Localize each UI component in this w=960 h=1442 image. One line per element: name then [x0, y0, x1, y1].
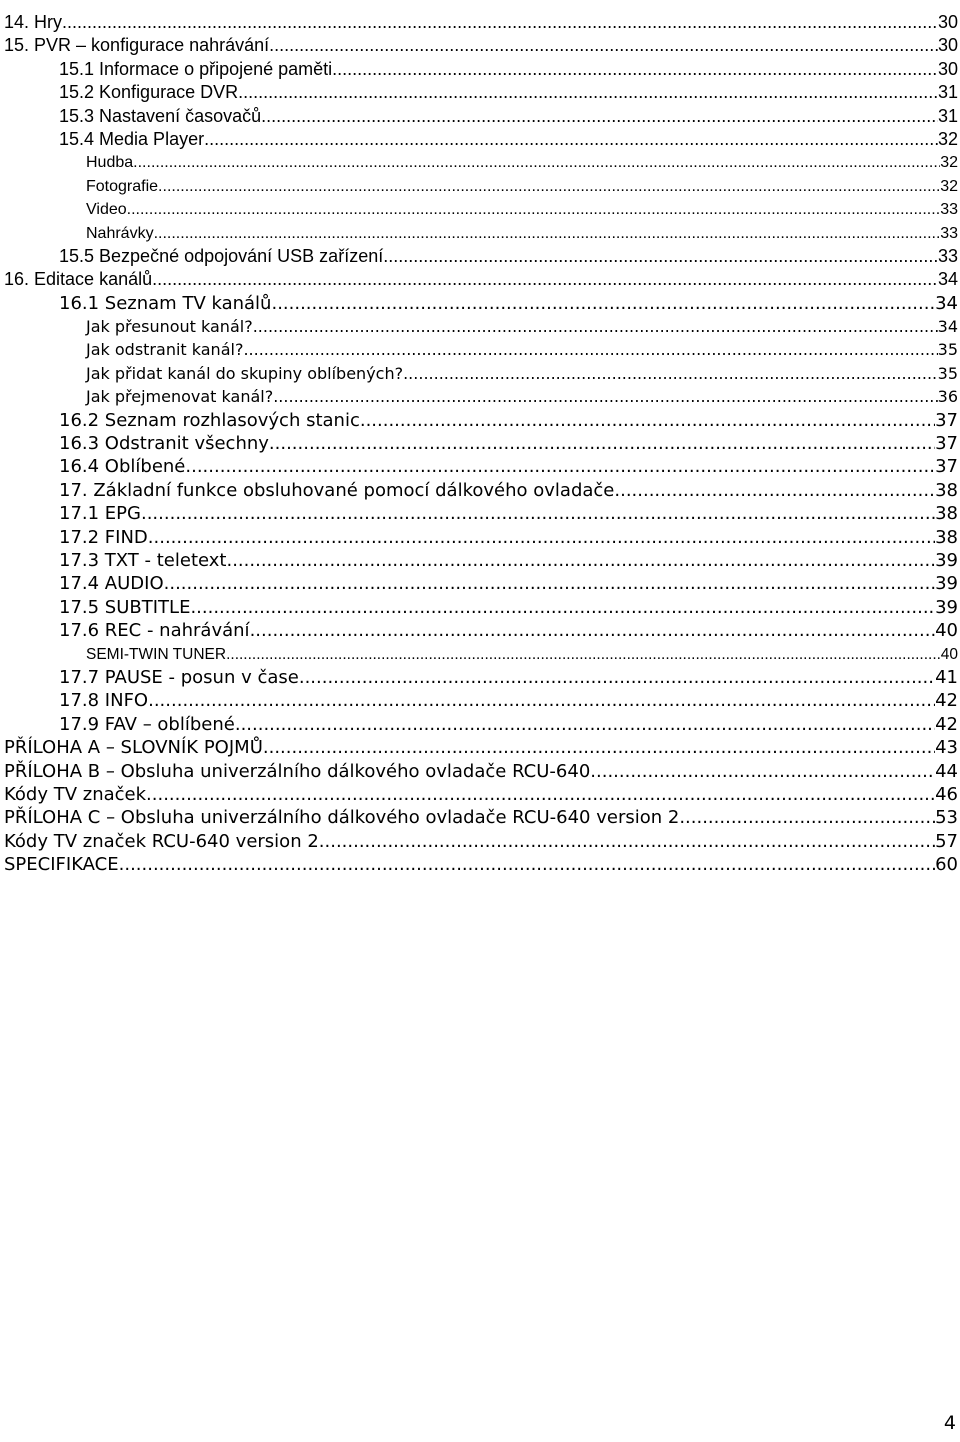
table-of-contents — [0, 11, 958, 876]
toc-entry-label: Kódy TV značek — [4, 783, 147, 805]
toc-leader-dots — [273, 385, 937, 408]
toc-entry-label: 17.3 TXT - teletext — [59, 549, 227, 571]
toc-entry-page: 57 — [935, 830, 958, 852]
toc-entry[interactable] — [0, 315, 958, 338]
toc-entry-label: 16. Editace kanálů — [4, 269, 153, 290]
toc-entry-page: 36 — [937, 387, 958, 407]
toc-entry-page: 42 — [935, 713, 958, 735]
toc-leader-dots — [62, 11, 938, 34]
toc-entry-page: 31 — [937, 82, 958, 103]
toc-entry-page: 40 — [940, 645, 958, 663]
toc-entry[interactable] — [0, 245, 958, 268]
toc-entry-label: Hudba — [86, 154, 134, 172]
toc-entry[interactable] — [0, 34, 958, 57]
toc-entry[interactable] — [0, 783, 958, 806]
toc-leader-dots — [204, 128, 938, 151]
toc-entry-label: 17.5 SUBTITLE — [59, 596, 191, 618]
toc-entry[interactable] — [0, 502, 958, 525]
toc-entry-page: 37 — [935, 433, 958, 455]
toc-entry[interactable] — [0, 151, 958, 174]
toc-entry-page: 34 — [937, 269, 958, 290]
toc-leader-dots — [263, 736, 935, 759]
toc-entry-page: 53 — [935, 807, 958, 829]
toc-leader-dots — [185, 455, 935, 478]
toc-entry[interactable] — [0, 198, 958, 221]
toc-entry-page: 32 — [940, 154, 958, 172]
toc-entry[interactable] — [0, 58, 958, 81]
toc-entry-label: Nahrávky — [86, 224, 154, 242]
toc-entry[interactable] — [0, 853, 958, 876]
toc-entry-label: Kódy TV značek RCU-640 version 2 — [4, 830, 319, 852]
toc-entry[interactable] — [0, 689, 958, 712]
toc-entry-label: Jak přesunout kanál? — [86, 317, 253, 337]
toc-entry-page: 37 — [935, 456, 958, 478]
toc-leader-dots — [154, 222, 941, 245]
toc-entry[interactable] — [0, 572, 958, 595]
toc-entry-label: 17. Základní funkce obsluhované pomocí dálkového ovladače — [59, 479, 615, 501]
toc-entry-page: 33 — [940, 201, 958, 219]
toc-entry[interactable] — [0, 596, 958, 619]
toc-entry-label: 15. PVR – konfigurace nahrávání — [4, 35, 270, 56]
toc-entry-page: 34 — [935, 292, 958, 314]
toc-entry-label: Jak přejmenovat kanál? — [86, 387, 274, 407]
toc-entry-page: 40 — [935, 620, 958, 642]
toc-leader-dots — [261, 105, 938, 128]
toc-entry-label: Jak odstranit kanál? — [86, 340, 244, 360]
toc-entry-label: 14. Hry — [4, 12, 63, 32]
toc-leader-dots — [146, 783, 935, 806]
toc-entry-page: 30 — [937, 12, 958, 32]
toc-entry-label: 17.9 FAV – oblíbené — [59, 713, 235, 735]
toc-entry-label: 16.4 Oblíbené — [59, 456, 186, 478]
toc-entry-page: 33 — [940, 224, 958, 242]
toc-entry[interactable] — [0, 736, 958, 759]
toc-leader-dots — [590, 760, 935, 783]
toc-entry-label: PŘÍLOHA A – SLOVNÍK POJMŮ — [4, 737, 263, 759]
toc-leader-dots — [332, 58, 938, 81]
toc-leader-dots — [164, 572, 935, 595]
toc-leader-dots — [679, 806, 935, 829]
toc-entry-page: 35 — [937, 363, 958, 383]
toc-entry-page: 31 — [937, 105, 958, 126]
toc-entry[interactable] — [0, 830, 958, 853]
toc-leader-dots — [226, 643, 941, 666]
toc-leader-dots — [133, 151, 940, 174]
toc-entry-label: 16.2 Seznam rozhlasových stanic — [59, 409, 360, 431]
toc-entry-label: PŘÍLOHA B – Obsluha univerzálního dálkového ovladače RCU-640 — [4, 760, 591, 782]
toc-entry-page: 39 — [935, 549, 958, 571]
toc-entry-page: 33 — [937, 245, 958, 266]
toc-leader-dots — [360, 409, 935, 432]
toc-entry-label: PŘÍLOHA C – Obsluha univerzálního dálkového ovladače RCU-640 version 2 — [4, 807, 680, 829]
toc-entry-label: 15.4 Media Player — [59, 128, 205, 149]
toc-entry-label: SPECIFIKACE — [4, 854, 119, 876]
toc-entry-page: 39 — [935, 596, 958, 618]
toc-leader-dots — [158, 175, 940, 198]
toc-entry-page: 30 — [937, 58, 958, 79]
toc-leader-dots — [253, 315, 938, 338]
toc-entry-label: 15.3 Nastavení časovačů — [59, 105, 262, 126]
toc-entry[interactable] — [0, 713, 958, 736]
toc-leader-dots — [152, 268, 938, 291]
toc-entry-label: 15.2 Konfigurace DVR — [59, 82, 239, 103]
toc-entry-label: 17.2 FIND — [59, 526, 148, 548]
toc-entry-label: 17.4 AUDIO — [59, 573, 164, 595]
toc-leader-dots — [148, 526, 935, 549]
toc-entry-page: 38 — [935, 479, 958, 501]
toc-entry-page: 60 — [935, 854, 958, 876]
toc-entry-page: 42 — [935, 690, 958, 712]
toc-entry-page: 38 — [935, 503, 958, 525]
toc-entry[interactable] — [0, 362, 958, 385]
toc-leader-dots — [127, 198, 941, 221]
toc-entry-page: 35 — [937, 340, 958, 360]
toc-leader-dots — [235, 713, 935, 736]
toc-entry[interactable] — [0, 268, 958, 291]
toc-leader-dots — [190, 596, 935, 619]
toc-entry[interactable] — [0, 105, 958, 128]
toc-entry-label: Fotografie — [86, 177, 159, 195]
toc-entry-label: 16.3 Odstranit všechny — [59, 433, 269, 455]
toc-entry[interactable] — [0, 643, 958, 666]
toc-entry-label: SEMI-TWIN TUNER — [86, 645, 227, 663]
toc-leader-dots — [271, 292, 935, 315]
toc-entry-label: 15.5 Bezpečné odpojování USB zařízení — [59, 245, 384, 266]
toc-entry[interactable] — [0, 666, 958, 689]
toc-entry-page: 32 — [940, 177, 958, 195]
toc-entry[interactable] — [0, 222, 958, 245]
toc-entry[interactable] — [0, 619, 958, 642]
toc-leader-dots — [141, 502, 935, 525]
toc-entry-page: 34 — [937, 317, 958, 337]
toc-entry[interactable] — [0, 760, 958, 783]
toc-leader-dots — [250, 619, 936, 642]
toc-leader-dots — [148, 689, 935, 712]
toc-leader-dots — [238, 81, 938, 104]
toc-entry-label: 17.7 PAUSE - posun v čase — [59, 666, 299, 688]
toc-leader-dots — [269, 34, 938, 57]
toc-leader-dots — [226, 549, 935, 572]
toc-leader-dots — [269, 432, 935, 455]
toc-entry-label: 17.8 INFO — [59, 690, 149, 712]
page-number: 4 — [943, 1412, 956, 1434]
toc-leader-dots — [614, 479, 935, 502]
toc-entry[interactable] — [0, 409, 958, 432]
toc-entry[interactable] — [0, 806, 958, 829]
toc-entry-label: 17.1 EPG — [59, 503, 141, 525]
toc-leader-dots — [383, 245, 938, 268]
toc-entry-label: Jak přidat kanál do skupiny oblíbených? — [86, 363, 404, 383]
toc-entry[interactable] — [0, 479, 958, 502]
toc-entry-page: 43 — [935, 737, 958, 759]
toc-entry-page: 32 — [937, 128, 958, 149]
toc-entry[interactable] — [0, 175, 958, 198]
toc-leader-dots — [119, 853, 935, 876]
toc-entry[interactable] — [0, 455, 958, 478]
toc-leader-dots — [243, 338, 937, 361]
toc-entry-label: 17.6 REC - nahrávání — [59, 620, 250, 642]
toc-entry-page: 44 — [935, 760, 958, 782]
toc-leader-dots — [403, 362, 938, 385]
toc-entry-page: 39 — [935, 573, 958, 595]
toc-leader-dots — [319, 830, 935, 853]
toc-entry-page: 46 — [935, 783, 958, 805]
toc-entry-label: 16.1 Seznam TV kanálů — [59, 292, 272, 314]
toc-entry[interactable] — [0, 292, 958, 315]
toc-entry[interactable] — [0, 338, 958, 361]
toc-entry[interactable] — [0, 11, 958, 34]
toc-entry-page: 38 — [935, 526, 958, 548]
toc-entry[interactable] — [0, 81, 958, 104]
toc-entry-label: Video — [86, 201, 127, 219]
toc-entry-page: 37 — [935, 409, 958, 431]
toc-entry[interactable] — [0, 128, 958, 151]
toc-entry-page: 30 — [937, 35, 958, 56]
toc-leader-dots — [299, 666, 935, 689]
toc-entry-label: 15.1 Informace o připojené paměti — [59, 58, 333, 79]
toc-entry-page: 41 — [935, 666, 958, 688]
toc-entry[interactable] — [0, 549, 958, 572]
toc-entry[interactable] — [0, 385, 958, 408]
toc-entry[interactable] — [0, 432, 958, 455]
toc-entry[interactable] — [0, 526, 958, 549]
